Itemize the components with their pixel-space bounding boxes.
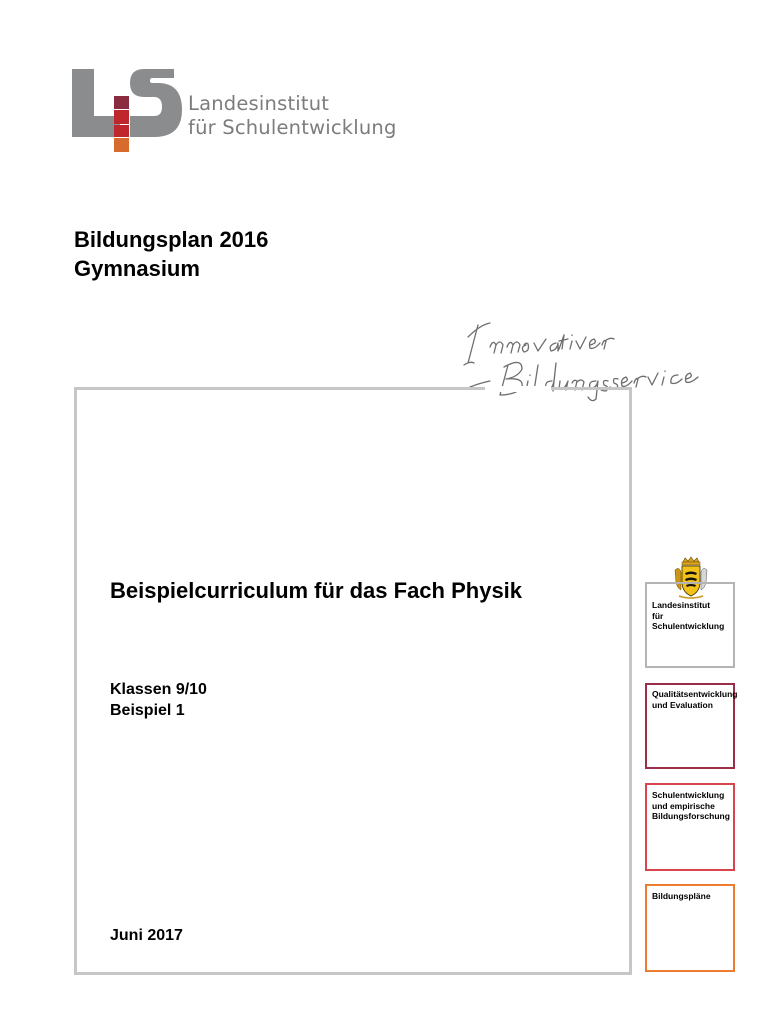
sidebar-box-schulentwicklung bbox=[645, 783, 735, 871]
sidebar-box-text: und Evaluation bbox=[652, 699, 713, 710]
lis-logo bbox=[70, 66, 410, 158]
sidebar-box-text: Schulentwicklung bbox=[652, 790, 725, 800]
grade-block bbox=[110, 679, 207, 721]
sidebar-box-text: Landesinstitut bbox=[652, 600, 711, 610]
plan-title bbox=[74, 225, 268, 283]
frame-gap bbox=[485, 386, 551, 392]
sidebar-box-text: für Schulentwicklung bbox=[652, 610, 725, 631]
curriculum-title: Beispielcurriculum für das Fach Physik bbox=[110, 578, 523, 603]
lis-logo-mark bbox=[70, 66, 182, 156]
logo-text-line1: Landesinstitut bbox=[188, 92, 330, 115]
logo-text-line2: für Schulentwicklung bbox=[188, 116, 397, 139]
publication-date: Juni 2017 bbox=[110, 927, 183, 944]
grade-level: Klassen 9/10 bbox=[110, 681, 207, 698]
sidebar-box-text: und empirische bbox=[652, 800, 715, 811]
sidebar-box-text: Bildungspläne bbox=[652, 891, 711, 901]
sidebar-box-text: Bildungsforschung bbox=[652, 811, 730, 821]
sidebar-box-qualitaet bbox=[645, 683, 738, 769]
plan-title-line2: Gymnasium bbox=[74, 256, 200, 281]
sidebar-box-text: Qualitätsentwicklung bbox=[652, 689, 738, 699]
example-number: Beispiel 1 bbox=[110, 702, 185, 719]
sidebar-box-bildungsplaene bbox=[645, 884, 735, 972]
plan-title-line1: Bildungsplan 2016 bbox=[74, 227, 269, 252]
sidebar-box-landesinstitut bbox=[645, 582, 735, 668]
